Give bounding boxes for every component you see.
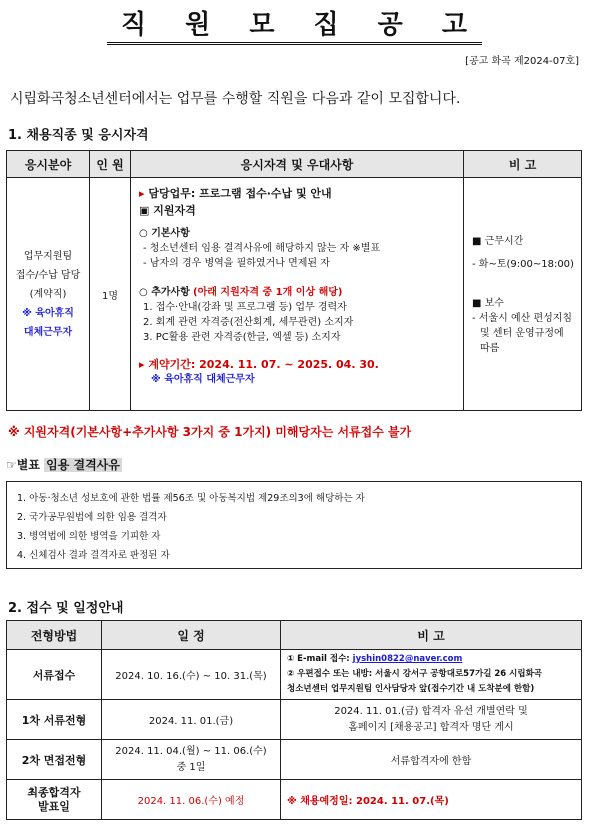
appendix-item: 4. 신체검사 결과 결격자로 판정된 자 [17, 550, 170, 561]
add-note: (아래 지원자격 중 1개 이상 해당) [193, 287, 343, 298]
appendix-item: 2. 국가공무원법에 의한 임용 결격자 [17, 512, 167, 523]
table-row [7, 650, 582, 700]
header-field: 응시분야 [7, 151, 90, 178]
table-row [7, 780, 582, 820]
schedule-table [6, 620, 582, 820]
duty-line [139, 186, 457, 201]
header-method: 전형방법 [7, 621, 102, 650]
header-schedule: 일 정 [102, 621, 281, 650]
table-header-row [7, 621, 582, 650]
remark-line: - 화~토(9:00~18:00) [472, 259, 574, 270]
qualification-cell [131, 178, 464, 411]
note-cell [281, 650, 582, 700]
schedule-line: 중 1일 [176, 761, 206, 773]
header-note: 비 고 [281, 621, 582, 650]
field-cell [7, 178, 90, 411]
remark-line: 따름 [480, 343, 500, 354]
field-line: (계약직) [29, 288, 67, 300]
basic-title: ○ 기본사항 [139, 228, 190, 239]
schedule-cell: 2024. 11. 01.(금) [102, 700, 281, 740]
field-line: ※ 육아휴직 [22, 307, 74, 319]
table-row [7, 700, 582, 740]
arrow-icon: ▸ [139, 358, 145, 371]
add-title: ○ 추가사항 [139, 287, 190, 298]
basic-item: - 남자의 경우 병역을 필하였거나 면제된 자 [143, 258, 330, 269]
note-cell: 서류합격자에 한함 [281, 740, 582, 780]
page-title: 직 원 모 집 공 고 [107, 10, 482, 45]
schedule-cell [102, 740, 281, 780]
method-cell: 2차 면접전형 [7, 740, 102, 780]
method-cell: 1차 서류전형 [7, 700, 102, 740]
field-line: 대체근무자 [23, 326, 73, 338]
appendix-box [6, 481, 582, 569]
count-cell: 1명 [90, 178, 131, 411]
appendix-title-text: 임용 결격사유 [46, 458, 120, 472]
schedule-line: 2024. 11. 04.(월) ~ 11. 06.(수) [115, 745, 267, 757]
add-item: 2. 회계 관련 자격증(전산회계, 세무관련) 소지자 [143, 317, 354, 328]
contract-line [139, 357, 457, 372]
section2-heading: 2. 접수 및 일정안내 [8, 601, 124, 616]
method-line: 발표일 [38, 799, 70, 813]
arrow-icon: ▸ [139, 187, 145, 200]
method-line: 최종합격자 [27, 785, 81, 799]
section1-heading: 1. 채용직종 및 응시자격 [8, 128, 149, 143]
appendix-item: 3. 병역법에 의한 병역을 기피한 자 [17, 531, 161, 542]
qual-title: ▣ 지원자격 [139, 204, 196, 217]
method-cell [7, 780, 102, 820]
qualification-table [6, 150, 582, 411]
appendix-title [6, 456, 122, 473]
contract-text: 계약기간: 2024. 11. 07. ~ 2025. 04. 30. [148, 358, 379, 371]
intro-text: 시립화곡청소년센터에서는 업무를 수행할 직원을 다음과 같이 모집합니다. [10, 91, 461, 107]
remark-line: ■ 보수 [472, 298, 504, 309]
appendix-prefix: ☞별표 [6, 458, 40, 472]
note-line: 홈페이지 [채용공고] 합격자 명단 게시 [348, 721, 514, 733]
page-title-wrap [0, 4, 589, 41]
method-cell: 서류접수 [7, 650, 102, 700]
note-line: 청소년센터 업무지원팀 인사담당자 앞(접수기간 내 도착분에 한함) [287, 684, 535, 694]
remark-line: - 서울시 예산 편성지침 [472, 313, 573, 324]
field-line: 업무지원팀 [23, 250, 73, 262]
contract-note: ※ 육아휴직 대체근무자 [151, 374, 255, 385]
basic-item: - 청소년센터 임용 결격사유에 해당하지 않는 자 ※별표 [143, 243, 381, 254]
header-count: 인 원 [90, 151, 131, 178]
add-item: 3. PC활용 관련 자격증(한글, 엑셀 등) 소지자 [143, 332, 341, 343]
header-remark: 비 고 [464, 151, 582, 178]
header-qualification: 응시자격 및 우대사항 [131, 151, 464, 178]
email-label: ① E-mail 접수: [287, 654, 353, 664]
warning-text: ※ 지원자격(기본사항+추가사항 3가지 중 1가지) 미해당자는 서류접수 불가 [8, 425, 412, 439]
remark-line: 및 센터 운영규정에 [480, 328, 564, 339]
field-line: 접수/수납 담당 [15, 269, 81, 281]
schedule-cell: 2024. 10. 16.(수) ~ 10. 31.(목) [102, 650, 281, 700]
duty-text: 담당업무: 프로그램 접수·수납 및 안내 [148, 187, 332, 200]
note-cell [281, 700, 582, 740]
remark-cell [464, 178, 582, 411]
table-row [7, 178, 582, 411]
table-row [7, 740, 582, 780]
schedule-cell: 2024. 11. 06.(수) 예정 [102, 780, 281, 820]
note-line: ② 우편접수 또는 내방: 서울시 강서구 공항대로57가길 26 시립화곡 [287, 669, 542, 679]
table-header-row [7, 151, 582, 178]
appendix-item: 1. 아동·청소년 성보호에 관한 법률 제56조 및 아동복지법 제29조의3에 해당하는 자 [17, 493, 365, 504]
remark-line: ■ 근무시간 [472, 236, 524, 247]
note-cell: ※ 채용예정일: 2024. 11. 07.(목) [281, 780, 582, 820]
add-item: 1. 접수·안내(강좌 및 프로그램 등) 업무 경력자 [143, 302, 347, 313]
note-line: 2024. 11. 01.(금) 합격자 유선 개별연락 및 [334, 705, 528, 717]
email-link[interactable]: jyshin0822@naver.com [352, 654, 463, 664]
notice-number: [공고 화곡 제2024-07호] [465, 56, 579, 67]
